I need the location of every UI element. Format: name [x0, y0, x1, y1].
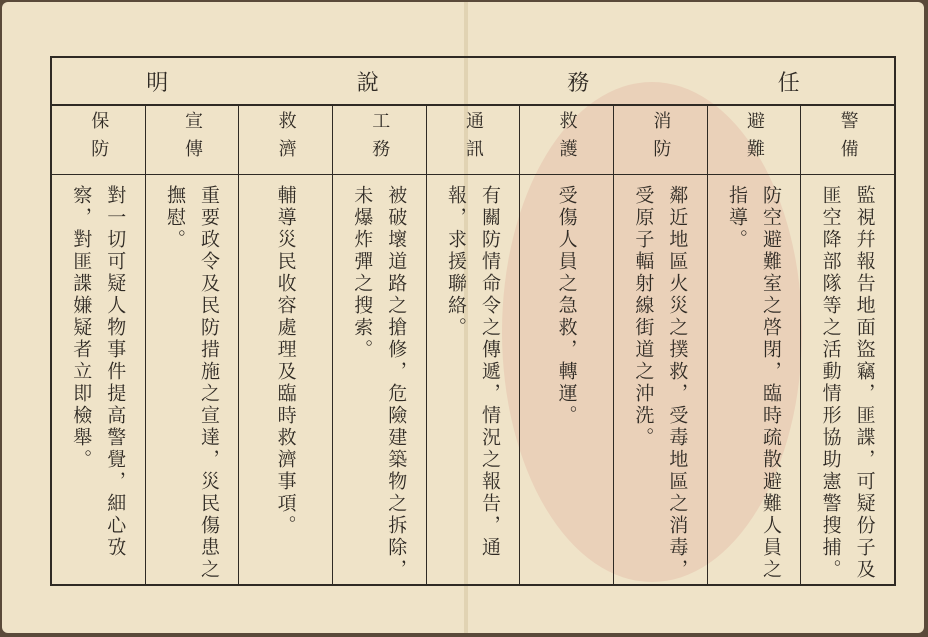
column-firefighting [614, 104, 708, 584]
task-description-card [2, 2, 924, 633]
title-char: 明 [146, 70, 169, 96]
column-body: 監視幷報告地面盜竊，匪諜，可疑份子及匪空降部隊等之活動情形協助憲警搜捕。 [819, 185, 876, 581]
column-body: 鄰近地區火災之撲救，受毒地區之消毒，受原子輻射線街道之沖洗。 [632, 185, 689, 581]
column-body: 重要政令及民防措施之宣達，災民傷患之撫慰。 [163, 185, 220, 581]
column-rescue [520, 104, 614, 584]
table-title [52, 58, 894, 106]
column-heading: 救護 [556, 111, 578, 167]
column-heading: 工務 [369, 111, 391, 167]
task-columns [52, 104, 894, 584]
column-heading: 避難 [743, 111, 765, 167]
column-body: 對一切可疑人物事件提高警覺，細心攷察，對匪諜嫌疑者立即檢舉。 [70, 185, 127, 559]
column-body: 受傷人員之急救，轉運。 [555, 185, 578, 427]
column-security [52, 104, 146, 584]
column-body: 輔導災民收容處理及臨時救濟事項。 [274, 185, 297, 537]
title-char: 任 [777, 70, 800, 96]
column-heading: 宣傳 [181, 111, 203, 167]
column-communication [427, 104, 521, 584]
column-heading: 消防 [650, 111, 672, 167]
column-shelter [708, 104, 802, 584]
column-body: 有關防情命令之傳遞，情況之報告，通報，求援聯絡。 [444, 185, 501, 559]
column-heading: 警備 [837, 111, 859, 167]
column-propaganda [146, 104, 240, 584]
column-body: 被破壞道路之搶修，危險建築物之拆除，未爆炸彈之搜索。 [351, 185, 408, 581]
title-char: 務 [567, 70, 590, 96]
column-heading: 通訊 [462, 111, 484, 167]
column-guard [801, 104, 894, 584]
column-heading: 保防 [88, 111, 110, 167]
column-heading: 救濟 [275, 111, 297, 167]
column-relief [239, 104, 333, 584]
title-char: 說 [356, 70, 379, 96]
column-engineering [333, 104, 427, 584]
table-frame [50, 56, 896, 586]
column-body: 防空避難室之啓閉，臨時疏散避難人員之指導。 [725, 185, 782, 581]
